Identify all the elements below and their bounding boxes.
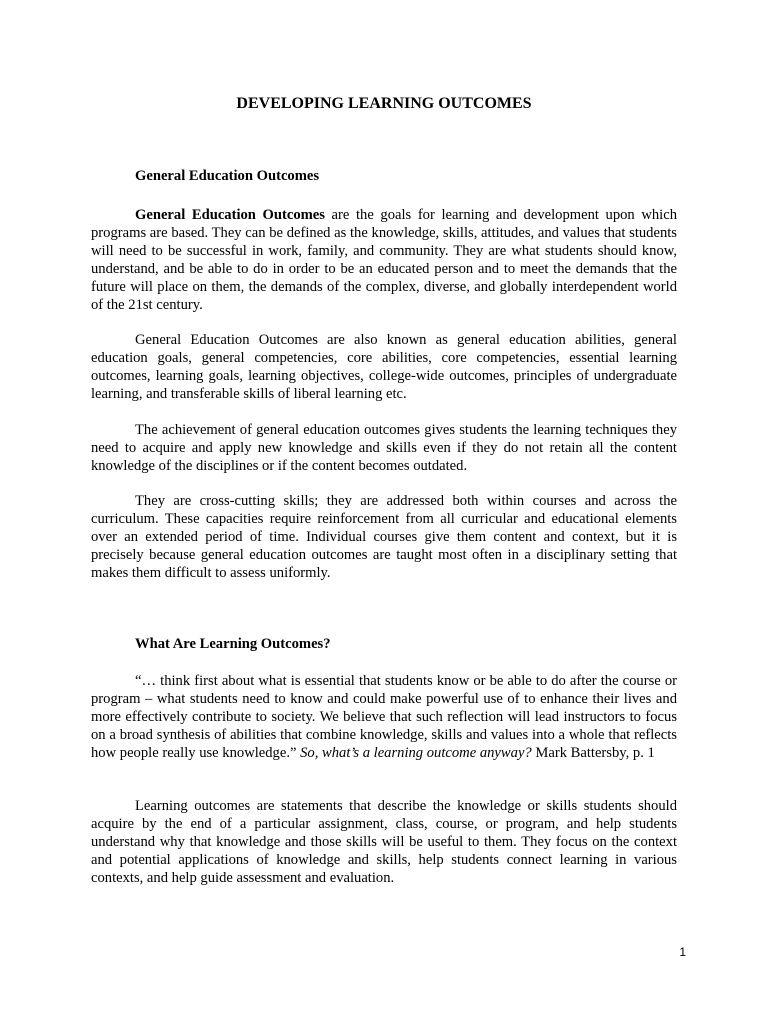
section-heading-what-are-learning-outcomes: What Are Learning Outcomes? xyxy=(135,636,331,652)
paragraph-quote xyxy=(91,672,677,762)
section-heading-general-education-outcomes: General Education Outcomes xyxy=(135,168,320,184)
quote-attribution: Mark Battersby, p. 1 xyxy=(535,745,655,761)
paragraph-general-education-definition xyxy=(91,206,677,314)
paragraph-cross-cutting-skills: They are cross-cutting skills; they are addressed both within courses and across the curriculum. These capacities require reinforcement from all curricular and educational elements over an extended period of time. Individual courses give them content and context, but it is precisely because general education outcomes are taught most often in a disciplinary setting that makes them difficult to assess uniformly. xyxy=(91,493,677,581)
paragraph-text: are the goals for learning and development upon which programs are based. They can be defined as the knowledge, skills, attitudes, and values that students will need to be successful in work, family, and community. They are what students should know, understand, and be able to do in order to be an educated person and to meet the demands that the future will place on them, the demands of the complex, diverse, and globally interdependent world of the 21st century. xyxy=(91,207,677,313)
quote-source-title: So, what’s a learning outcome anyway? xyxy=(300,745,532,761)
page-number: 1 xyxy=(679,945,686,959)
document-title: DEVELOPING LEARNING OUTCOMES xyxy=(236,95,532,112)
paragraph-also-known-as: General Education Outcomes are also known as general education abilities, general education goals, general competencies, core abilities, core competencies, essential learning outcomes, learning goals, learning objectives, college-wide outcomes, principles of undergraduate learning, and transferable skills of liberal learning etc. xyxy=(91,332,677,402)
bold-term: General Education Outcomes xyxy=(135,207,325,223)
paragraph-achievement: The achievement of general education outcomes gives students the learning techniques they need to acquire and apply new knowledge and skills even if they do not retain all the content knowledge of the disciplines or if the content becomes outdated. xyxy=(91,422,677,474)
paragraph-learning-outcomes-definition: Learning outcomes are statements that describe the knowledge or skills students should acquire by the end of a particular assignment, class, course, or program, and help students understand why that knowledge and those skills will be useful to them. They focus on the context and potential applications of knowledge and skills, help students connect learning in various contexts, and help guide assessment and evaluation. xyxy=(91,798,677,886)
quote-text: “… think first about what is essential that students know or be able to do after the course or program – what students need to know and could make powerful use of to enhance their lives and more effectively contribute to society. We believe that such reflection will lead instructors to focus on a broad synthesis of abilities that combine knowledge, skills and values into a whole that reflects how people really use knowledge.” xyxy=(91,673,677,761)
